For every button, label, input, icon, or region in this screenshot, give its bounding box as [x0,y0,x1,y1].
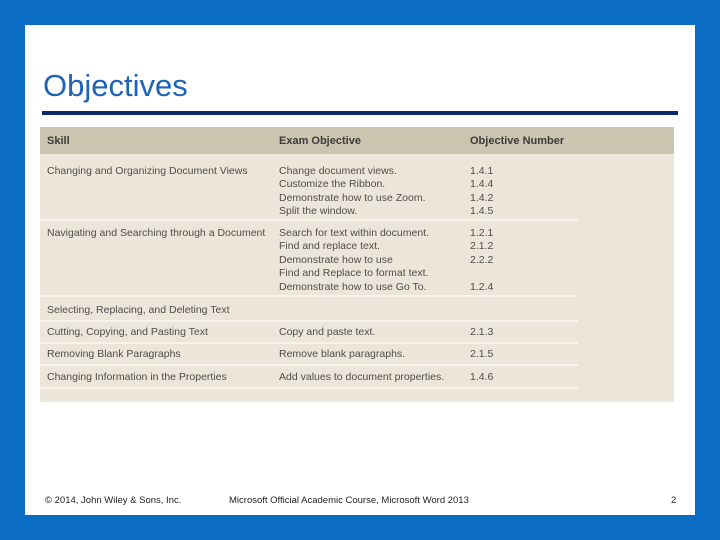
skill-cell: Cutting, Copying, and Pasting Text [47,326,208,338]
skill-cell: Removing Blank Paragraphs [47,348,181,360]
row-divider [40,364,578,366]
skill-cell: Changing Information in the Properties [47,371,227,383]
objective-line: Search for text within document. [279,227,429,239]
number-line: 1.2.4 [470,280,494,293]
number-line: 2.2.2 [470,253,494,266]
footer-course: Microsoft Official Academic Course, Microsoft Word 2013 [229,495,469,506]
objective-line: Demonstrate how to use Zoom. [279,191,426,204]
skill-cell: Navigating and Searching through a Document [47,227,266,239]
objective-line: Change document views. [279,165,397,177]
objective-line: Find and replace text. [279,240,380,253]
number-line: 2.1.2 [470,240,494,253]
skill-cell: Selecting, Replacing, and Deleting Text [47,304,230,316]
number-cell: 1.4.6 [470,371,494,383]
title-underline [42,111,678,115]
number-line [470,267,493,280]
row-divider [40,219,578,221]
skill-cell: Changing and Organizing Document Views [47,165,248,177]
table-header [40,127,674,154]
number-cell [470,165,493,219]
number-cell [470,227,493,294]
row-divider [40,387,578,389]
slide [25,25,695,515]
row-divider [40,320,578,322]
number-cell: 2.1.3 [470,326,494,338]
objective-line: Find and Replace to format text. [279,267,429,280]
number-line: 1.4.4 [470,178,494,191]
objective-cell: Remove blank paragraphs. [279,348,406,360]
slide-title: Objectives [43,68,188,103]
objective-line: Customize the Ribbon. [279,178,386,191]
row-divider [40,342,578,344]
objective-line: Demonstrate how to use [279,253,393,266]
objectives-table [40,127,674,402]
header-objective-number: Objective Number [470,135,565,147]
objective-cell: Add values to document properties. [279,371,445,383]
objective-cell [279,165,425,219]
number-line: 1.4.2 [470,191,494,204]
objective-cell [279,227,429,294]
number-line: 1.2.1 [470,227,494,239]
objective-cell: Copy and paste text. [279,326,376,338]
number-line: 1.4.5 [470,205,494,218]
header-skill: Skill [47,135,70,147]
number-cell: 2.1.5 [470,348,494,360]
header-exam-objective: Exam Objective [279,135,361,147]
objective-line: Demonstrate how to use Go To. [279,280,427,293]
row-divider [40,295,578,297]
number-line: 1.4.1 [470,165,494,177]
footer-copyright: © 2014, John Wiley & Sons, Inc. [45,495,182,506]
page-number: 2 [671,495,677,506]
objective-line: Split the window. [279,205,358,218]
